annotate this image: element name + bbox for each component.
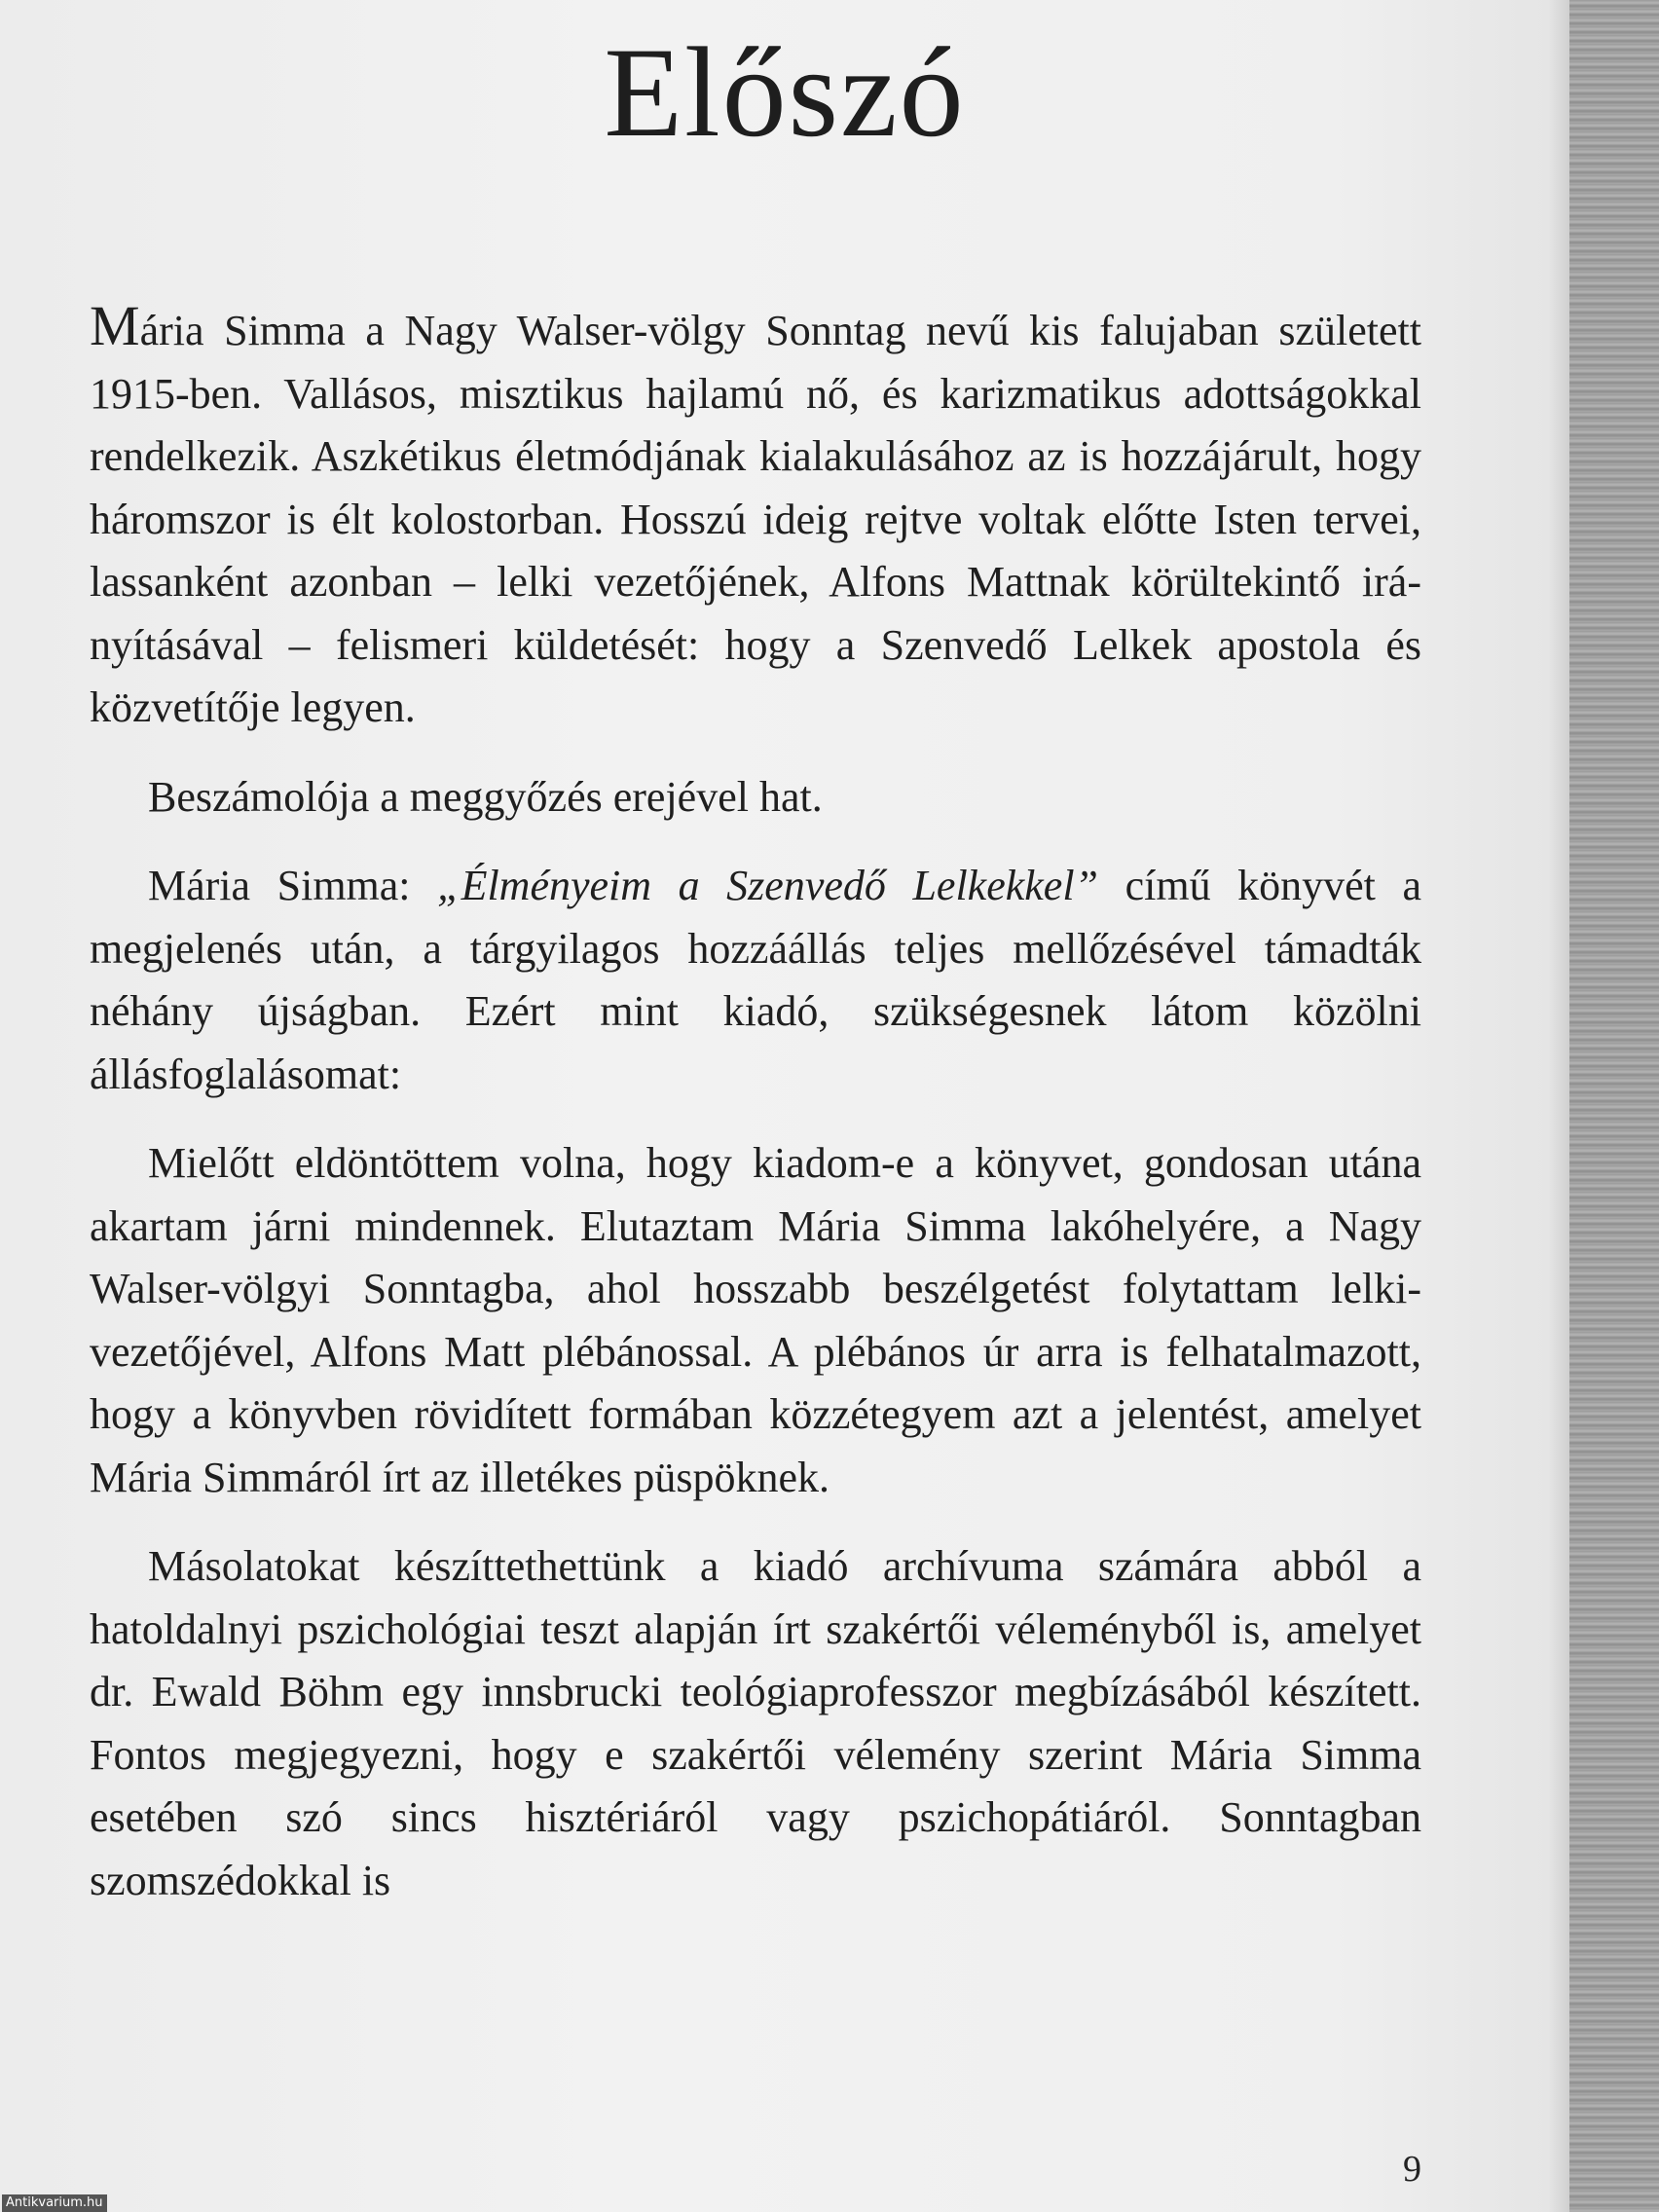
drop-initial: M (90, 294, 140, 357)
page-number: 9 (1403, 2149, 1421, 2190)
paragraph-1-text: ária Simma a Nagy Walser-völgy Sonntag nevű kis falujaban született 1915-ben. Vallásos, misztikus hajlamú nő, és karizmatikus adottságokkal rendelkezik. Aszkétikus életmódjának kialakulásához az is hozzájárult, hogy háromszor is élt kolostorban. Hosszú ideig rejtve voltak előtte Isten tervei, lassanként azonban – lelki vezetőjének, Alfons Mattnak körültekintő irányításával – felismeri küldetését: hogy a Szenvedő Lelkek apostola és közvetítője legyen. (90, 307, 1421, 731)
book-title-italic: „Élményeim a Szenvedő Lelkekkel” (437, 862, 1099, 909)
binding-shadow (1548, 0, 1569, 2212)
paragraph-3 (90, 855, 1421, 1106)
body-text (90, 294, 1421, 1938)
paragraph-3-suffix: című könyvét a megjelenés után, a tárgyilagos hozzáállás teljes mellőzésével támadták néhány újságban. Ezért mint kiadó, szükségesnek látom közölni állásfoglalásomat: (90, 862, 1421, 1098)
paragraph-5: Másolatokat készíttethettünk a kiadó archívuma számára abból a hatoldalnyi pszichológiai teszt alapján írt szakértői véleményből is, amelyet dr. Ewald Böhm egy innsbrucki teológiaprofesszor megbízásából készített. Fontos megjegyezni, hogy e szakértői vélemény szerint Mária Simma esetében szó sincs hisztériáról vagy pszichopátiáról. Sonntagban szomszédokkal is (90, 1542, 1421, 1904)
paragraph-4: Mielőtt eldöntöttem volna, hogy kiadom-e a könyvet, gondosan utána akartam járni mindennek. Elutaztam Mária Simma lakóhelyére, a Nagy Walser-völgyi Sonntagba, ahol hosszabb beszélgetést folytattam lelki-vezetőjével, Alfons Matt plébánossal. A plébános úr arra is felhatalmazott, hogy a könyvben rövidített formában közzétegyem azt a jelentést, amelyet Mária Simmáról írt az illetékes püspöknek. (90, 1139, 1421, 1501)
book-binding-edge (1569, 0, 1659, 2212)
chapter-title: Előszó (604, 20, 966, 164)
paragraph-2: Beszámolója a meggyőzés erejével hat. (148, 772, 823, 821)
paragraph-1 (90, 294, 1421, 740)
paragraph-3-prefix: Mária Simma: (148, 862, 438, 909)
watermark: Antikvarium.hu (2, 2194, 107, 2212)
